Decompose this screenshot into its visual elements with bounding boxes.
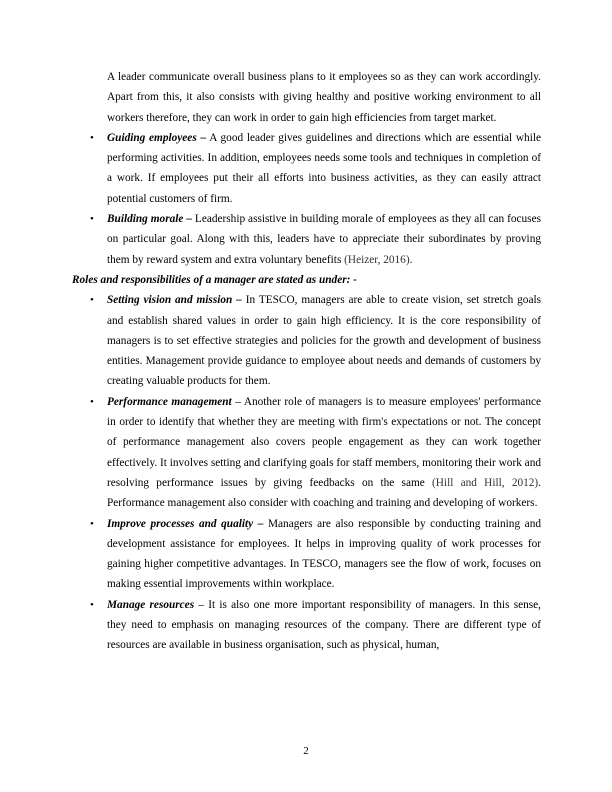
bullet-text: In TESCO, managers are able to create vision, set stretch goals and establish shared values in order to gain high efficiency. It is the core responsibility of managers is to set effective strategies and policies for the growth and development of business entities. Management provide guidance to employee about needs and demands of customers by creating valuable products for them. — [107, 294, 542, 388]
list-item — [72, 128, 541, 209]
citation: (Hill and Hill, 2012) — [432, 476, 539, 489]
page-number: 2 — [303, 745, 309, 757]
bullet-text: – Another role of managers is to measure employees' performance in order to identify that whether they are meeting with firm's expectations or not. The concept of performance management also covers people engagement as they can work together effectively. It involves setting and clarifying goals for staff members, monitoring their work and resolving performance issues by giving feedbacks on the same — [107, 395, 541, 489]
bullet-text: – It is also one more important responsibility of managers. In this sense, they need to emphasis on managing resources of the company. There are different type of resources are available in business organisation, such as physical, human, — [107, 598, 541, 652]
bullet-term: Setting vision and mission – — [107, 294, 242, 307]
list-item — [72, 209, 541, 270]
list-item — [72, 290, 541, 391]
bullet-icon: • — [90, 517, 94, 530]
manager-bullet-list — [72, 290, 541, 655]
list-item — [72, 514, 541, 595]
bullet-text-after: . Performance management also consider with coaching and training and developing of workers. — [107, 476, 541, 510]
page-content — [72, 67, 541, 656]
intro-paragraph: A leader communicate overall business plans to it employees so as they can work accordingly. Apart from this, it also consists with giving healthy and positive working environment to all workers therefore, they can work in order to gain high efficiencies from target market. — [107, 71, 541, 124]
list-item — [72, 595, 541, 656]
bullet-term: Guiding employees – — [107, 131, 207, 144]
bullet-term: Performance management — [107, 395, 232, 408]
bullet-term: Building morale – — [107, 213, 192, 226]
bullet-icon: • — [90, 213, 94, 226]
bullet-icon: • — [90, 294, 94, 307]
bullet-term: Manage resources — [107, 598, 195, 611]
bullet-text: Leadership assistive in building morale of employees as they all can focuses on particular goal. Along with this, leaders have to appreciate their subordinates by proving them by reward system and extra voluntary benefits — [107, 213, 541, 266]
bullet-icon: • — [90, 598, 94, 611]
bullet-text: Managers are also responsible by conducting training and development assistance for employees. It helps in improving quality of work processes for gaining higher competitive advantages. In TESCO, managers see the flow of work, focuses on making essential improvements within workplace. — [107, 517, 541, 591]
bullet-text: A good leader gives guidelines and directions which are essential while performing activities. In addition, employees needs some tools and techniques in completion of a work. If employees put their all efforts into business activities, as they can easily attract potential customers of firm. — [107, 131, 541, 205]
manager-section-heading: Roles and responsibilities of a manager are stated as under: - — [72, 273, 357, 286]
list-item — [72, 392, 541, 514]
bullet-text-after: . — [409, 253, 413, 266]
bullet-icon: • — [90, 131, 94, 144]
citation: (Heizer, 2016) — [344, 253, 410, 266]
leader-bullet-list — [72, 128, 541, 270]
bullet-icon: • — [90, 395, 94, 408]
bullet-term: Improve processes and quality – — [107, 517, 264, 530]
